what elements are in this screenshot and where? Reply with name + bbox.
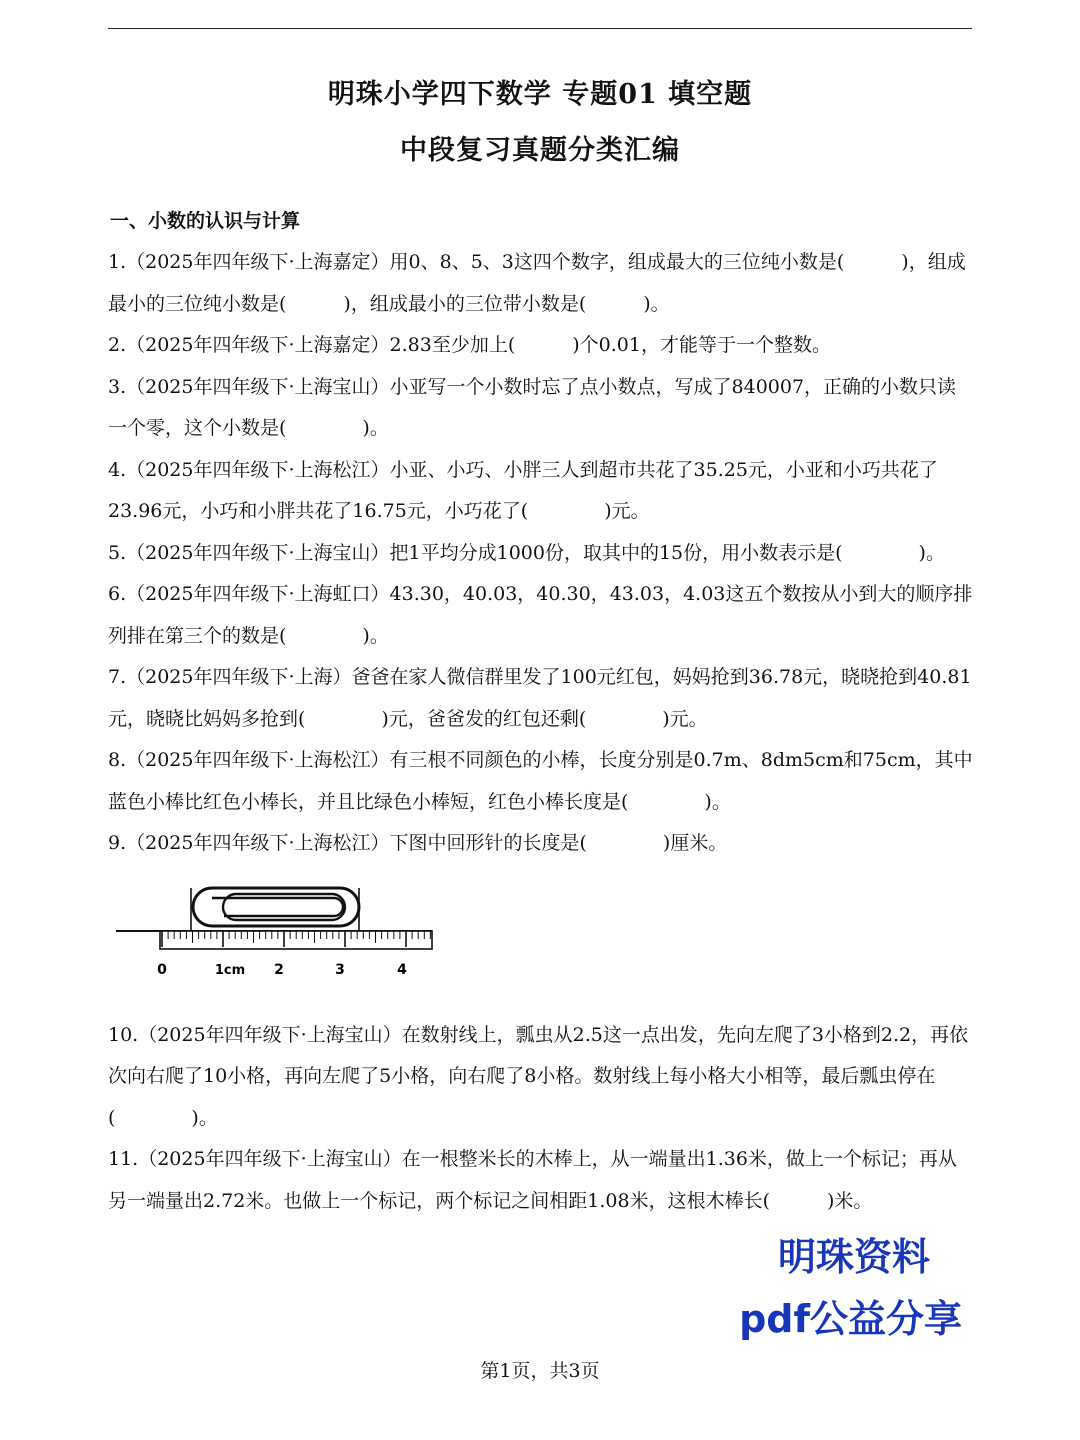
question-1: 1.（2025年四年级下·上海嘉定）用0、8、5、3这四个数字，组成最大的三位纯小数是( )，组成最小的三位纯小数是( )，组成最小的三位带小数是( )。 bbox=[108, 251, 966, 315]
question-list bbox=[108, 242, 974, 1222]
page-footer: 第1页，共3页 bbox=[480, 1360, 600, 1382]
paperclip-ruler-figure bbox=[112, 880, 442, 984]
paperclip-icon bbox=[193, 888, 359, 926]
question-10: 10.（2025年四年级下·上海宝山）在数射线上，瓢虫从2.5这一点出发，先向左爬了3小格到2.2，再依次向右爬了10小格，再向左爬了5小格，向右爬了8小格。数射线上每小格大小相等，最后瓢虫停在( )。 bbox=[108, 1023, 969, 1129]
ruler-label-3: 3 bbox=[335, 962, 345, 978]
ruler-label-4: 4 bbox=[397, 962, 407, 978]
watermark-line-1: 明珠资料 bbox=[777, 1235, 930, 1279]
question-5: 5.（2025年四年级下·上海宝山）把1平均分成1000份，取其中的15份，用小数表示是( )。 bbox=[108, 541, 945, 564]
watermark-line-2: pdf公益分享 bbox=[739, 1297, 962, 1341]
top-rule bbox=[108, 28, 972, 29]
question-6: 6.（2025年四年级下·上海虹口）43.30，40.03，40.30，43.03，4.03这五个数按从小到大的顺序排列排在第三个的数是( )。 bbox=[108, 583, 973, 647]
paperclip-ruler-svg bbox=[112, 880, 442, 980]
question-2: 2.（2025年四年级下·上海嘉定）2.83至少加上( )个0.01，才能等于一个整数。 bbox=[108, 334, 831, 356]
question-11: 11.（2025年四年级下·上海宝山）在一根整米长的木棒上，从一端量出1.36米，做上一个标记；再从另一端量出2.72米。也做上一个标记，两个标记之间相距1.08米，这根木棒长( )米。 bbox=[108, 1148, 957, 1212]
ruler-label-0: 0 bbox=[157, 962, 167, 978]
ruler-label-1: 1cm bbox=[214, 963, 246, 978]
question-7: 7.（2025年四年级下·上海）爸爸在家人微信群里发了100元红包，妈妈抢到36.78元，晓晓抢到40.81元，晓晓比妈妈多抢到( )元，爸爸发的红包还剩( )元。 bbox=[108, 666, 972, 730]
page-subtitle: 中段复习真题分类汇编 bbox=[400, 135, 680, 166]
question-9: 9.（2025年四年级下·上海松江）下图中回形针的长度是( )厘米。 bbox=[108, 832, 728, 854]
question-8: 8.（2025年四年级下·上海松江）有三根不同颜色的小棒，长度分别是0.7m、8dm5cm和75cm，其中蓝色小棒比红色小棒长，并且比绿色小棒短，红色小棒长度是( )。 bbox=[108, 749, 973, 813]
ruler-label-2: 2 bbox=[274, 962, 284, 978]
page-title: 明珠小学四下数学 专题01 填空题 bbox=[327, 79, 753, 110]
question-3: 3.（2025年四年级下·上海宝山）小亚写一个小数时忘了点小数点，写成了840007，正确的小数只读一个零，这个小数是( )。 bbox=[108, 375, 957, 439]
question-4: 4.（2025年四年级下·上海松江）小亚、小巧、小胖三人到超市共花了35.25元，小亚和小巧共花了23.96元，小巧和小胖共花了16.75元，小巧花了( )元。 bbox=[108, 458, 938, 522]
section-heading: 一、小数的认识与计算 bbox=[110, 210, 301, 232]
